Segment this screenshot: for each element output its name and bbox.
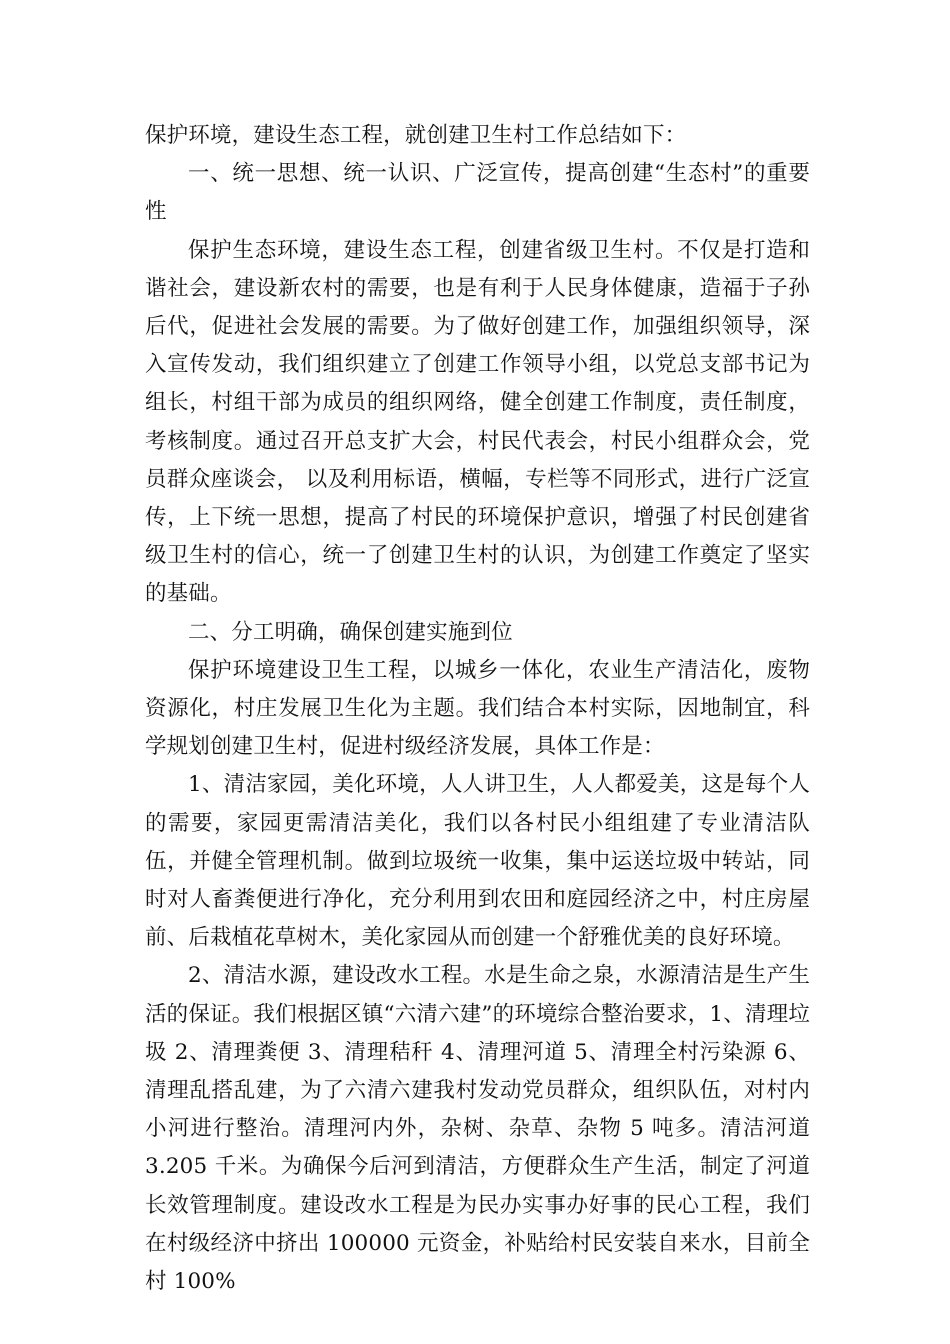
paragraph-intro: 保护环境，建设生态工程，就创建卫生村工作总结如下： xyxy=(145,123,687,148)
heading-section-1: 一、统一思想、统一认识、广泛宣传，提高创建“生态村”的重要性 xyxy=(145,161,810,225)
paragraph-item-2: 2、清洁水源，建设改水工程。水是生命之泉，水源清洁是生产生活的保证。我们根据区镇“六清六建”的环境综合整治要求，1、清理垃圾 2、清理粪便 3、清理秸秆 4、清理河道 5、清理全村污染源 6、清理乱搭乱建，为了六清六建我村发动党员群众，组织队伍，对村内小河进行整治。清理河内外，杂树、杂草、杂物 5 吨多。清洁河道 3.205 千米。为确保今后河到清洁，方便群众生产生活，制定了河道长效管理制度。建设改水工程是为民办实事办好事的民心工程，我们在村级经济中挤出 100000 元资金，补贴给村民安装自来水，目前全村 100% xyxy=(145,963,810,1295)
document-body xyxy=(145,117,810,1301)
paragraph-section-1: 保护生态环境，建设生态工程，创建省级卫生村。不仅是打造和谐社会，建设新农村的需要，也是有利于人民身体健康，造福于子孙后代，促进社会发展的需要。为了做好创建工作，加强组织领导，深入宣传发动，我们组织建立了创建工作领导小组，以党总支部书记为组长，村组干部为成员的组织网络，健全创建工作制度，责任制度，考核制度。通过召开总支扩大会，村民代表会，村民小组群众会，党员群众座谈会， 以及利用标语，横幅，专栏等不同形式，进行广泛宣传，上下统一思想，提高了村民的环境保护意识，增强了村民创建省级卫生村的信心，统一了创建卫生村的认识，为创建工作奠定了坚实的基础。 xyxy=(145,237,810,607)
paragraph-item-1: 1、清洁家园，美化环境，人人讲卫生，人人都爱美，这是每个人的需要，家园更需清洁美化，我们以各村民小组组建了专业清洁队伍，并健全管理机制。做到垃圾统一收集，集中运送垃圾中转站，同时对人畜粪便进行净化，充分利用到农田和庭园经济之中，村庄房屋前、后栽植花草树木，美化家园从而创建一个舒雅优美的良好环境。 xyxy=(145,772,810,951)
heading-section-2: 二、分工明确，确保创建实施到位 xyxy=(188,619,513,645)
paragraph-section-2: 保护环境建设卫生工程，以城乡一体化，农业生产清洁化，废物资源化，村庄发展卫生化为主题。我们结合本村实际，因地制宜，科学规划创建卫生村，促进村级经济发展，具体工作是： xyxy=(145,657,810,760)
